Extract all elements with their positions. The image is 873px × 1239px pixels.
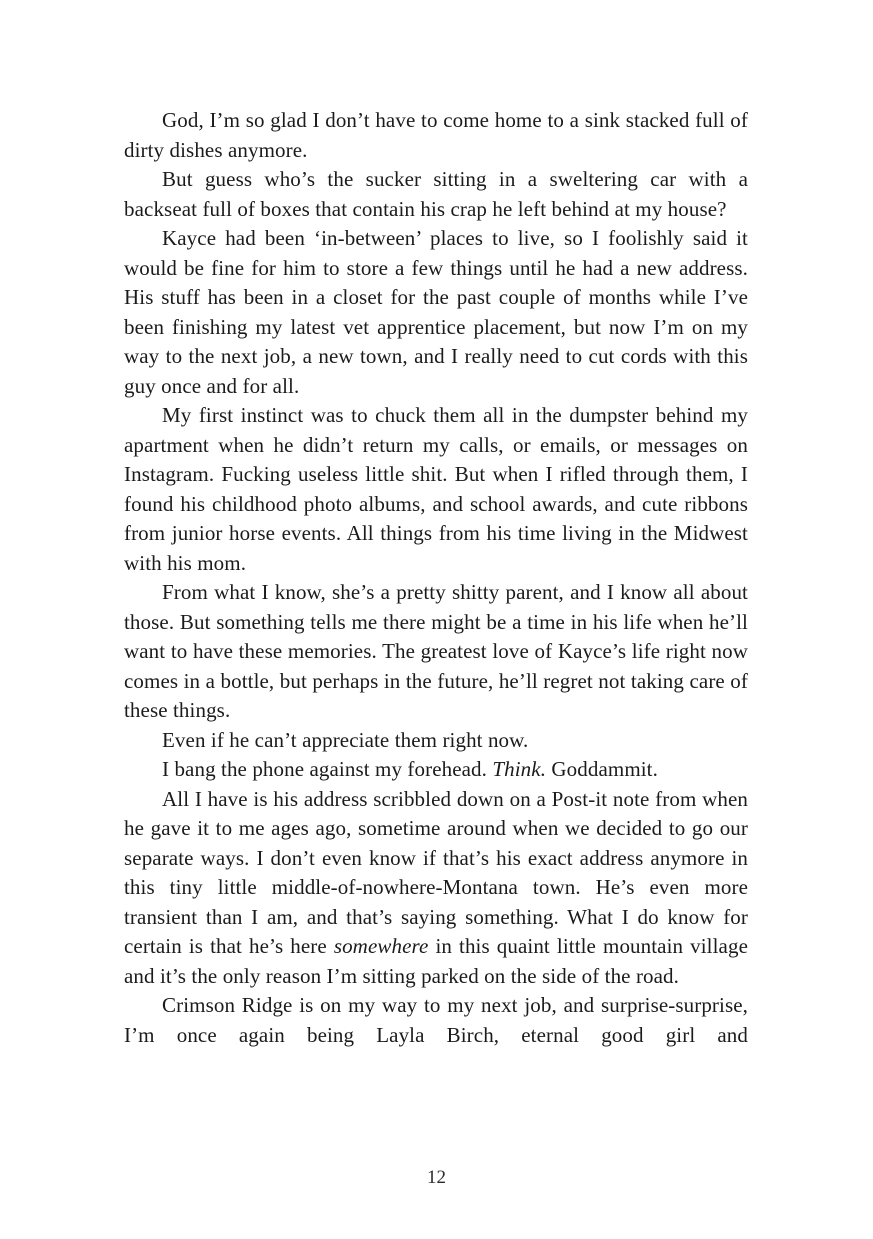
paragraph — [124, 106, 748, 165]
paragraph — [124, 785, 748, 992]
text-run: From what I know, she’s a pretty shitty parent, and I know all about those. But something tells me there might be a time in his life when he’ll want to have these memories. The greatest love of Kayce’s life right now comes in a bottle, but perhaps in the future, he’ll regret not taking care of these things. — [124, 580, 748, 722]
paragraph — [124, 165, 748, 224]
paragraph — [124, 401, 748, 578]
text-run: Crimson Ridge is on my way to my next job, and surprise-surprise, I’m once again being Layla Birch, eternal good girl and — [124, 993, 748, 1047]
page-text — [124, 106, 748, 1050]
text-run: Goddammit. — [546, 757, 658, 781]
text-run: All I have is his address scribbled down on a Post-it note from when he gave it to me ages ago, sometime around when we decided to go our separate ways. I don’t even know if that’s his exact address anymore in this tiny little middle-of-nowhere-Montana town. He’s even more transient than I am, and that’s saying something. What I do know for certain is that he’s here — [124, 786, 748, 958]
page-footer — [0, 1166, 873, 1190]
paragraph — [124, 224, 748, 401]
paragraph — [124, 991, 748, 1050]
text-run: I bang the phone against my forehead. — [162, 757, 493, 781]
italic-text-run: somewhere — [333, 934, 429, 958]
paragraph — [124, 578, 748, 726]
paragraph — [124, 755, 748, 785]
text-run: But guess who’s the sucker sitting in a sweltering car with a backseat full of boxes that contain his crap he left behind at my house? — [124, 167, 748, 221]
text-run: in this quaint little mountain village and it’s the only reason I’m sitting parked on the side of the road. — [124, 934, 748, 988]
page-number: 12 — [427, 1167, 446, 1188]
text-run: My first instinct was to chuck them all in the dumpster behind my apartment when he didn’t return my calls, or emails, or messages on Instagram. Fucking useless little shit. But when I rifled through them, I found his childhood photo albums, and school awards, and cute ribbons from junior horse events. All things from his time living in the Midwest with his mom. — [124, 403, 748, 575]
italic-text-run: Think. — [492, 757, 547, 781]
text-run: God, I’m so glad I don’t have to come home to a sink stacked full of dirty dishes anymore. — [124, 108, 748, 162]
paragraph — [124, 726, 748, 756]
text-run: Kayce had been ‘in-between’ places to live, so I foolishly said it would be fine for him to store a few things until he had a new address. His stuff has been in a closet for the past couple of months while I’ve been finishing my latest vet apprentice placement, but now I’m on my way to the next job, a new town, and I really need to cut cords with this guy once and for all. — [124, 226, 748, 398]
text-run: Even if he can’t appreciate them right now. — [162, 727, 529, 752]
